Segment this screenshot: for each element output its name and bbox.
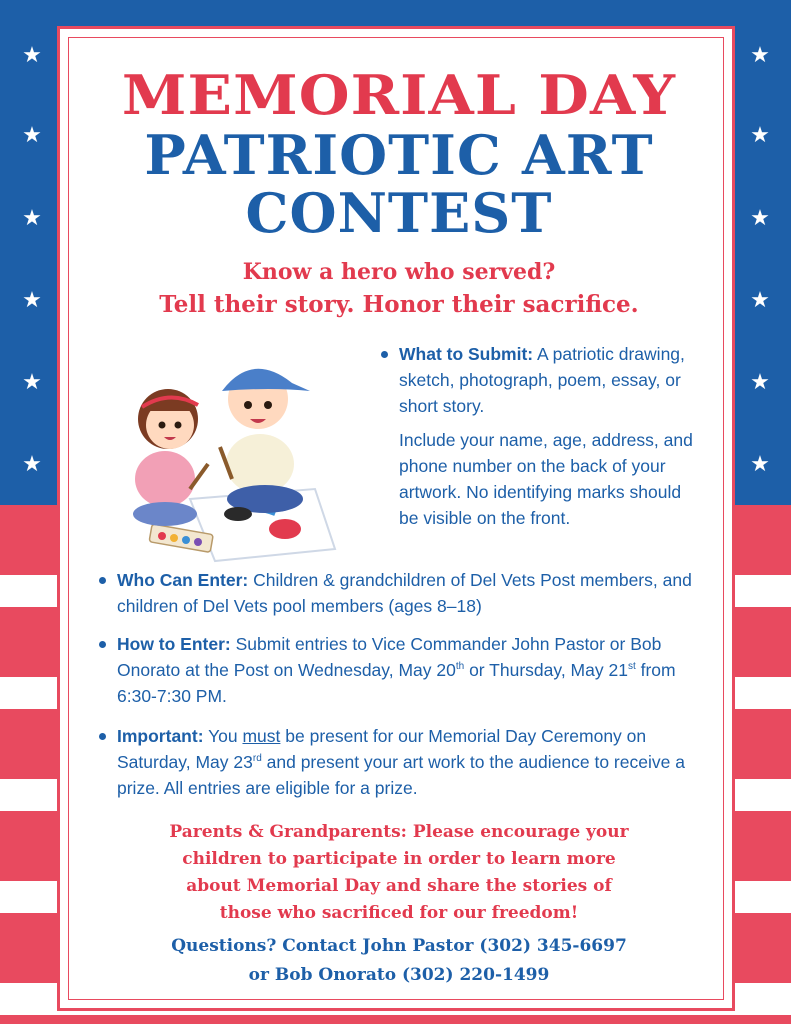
how-to-enter-label: How to Enter: bbox=[117, 634, 231, 654]
submission-note-text: Include your name, age, address, and phone number on the back of your artwork. No identifying marks should be visible on the front. bbox=[399, 430, 693, 528]
what-to-submit-text: A patriotic drawing, sketch, photograph, poem, essay, or short story. bbox=[399, 344, 685, 416]
must-emphasis: must bbox=[242, 726, 281, 746]
closing-line-3: about Memorial Day and share the stories of bbox=[186, 876, 612, 896]
important-text-2: be present for our Memorial Day Ceremony on Saturday, May 23 bbox=[117, 726, 647, 772]
star-icon: ★ bbox=[750, 123, 770, 148]
contact-line-2: or Bob Onorato (302) 220-1499 bbox=[248, 965, 550, 985]
bullet-important bbox=[117, 723, 717, 801]
submission-note bbox=[399, 427, 704, 531]
tagline-line-1: Know a hero who served? bbox=[242, 259, 556, 285]
bullet-dot bbox=[99, 641, 106, 648]
date-suffix: rd bbox=[252, 753, 262, 765]
important-text-3: and present your art work to the audience to receive a prize. All entries are eligible for a prize. bbox=[117, 752, 685, 798]
date-suffix: th bbox=[455, 661, 465, 673]
bullet-dot bbox=[381, 351, 388, 358]
closing-line-1: Parents & Grandparents: Please encourage your bbox=[169, 822, 629, 842]
closing-message bbox=[60, 819, 738, 927]
bullet-dot bbox=[99, 577, 106, 584]
star-icon: ★ bbox=[22, 43, 42, 68]
star-icon: ★ bbox=[22, 206, 42, 231]
bullet-how-to-enter bbox=[117, 631, 707, 709]
flyer-card bbox=[57, 26, 735, 1011]
contact-info bbox=[60, 932, 738, 990]
star-icon: ★ bbox=[22, 370, 42, 395]
star-icon: ★ bbox=[22, 123, 42, 148]
closing-line-2: children to participate in order to learn more bbox=[182, 849, 616, 869]
contact-line-1: Questions? Contact John Pastor (302) 345-6697 bbox=[171, 936, 627, 956]
important-text: You bbox=[203, 726, 243, 746]
bullet-what-to-submit bbox=[399, 341, 704, 419]
closing-line-4: those who sacrificed for our freedom! bbox=[219, 903, 579, 923]
star-icon: ★ bbox=[750, 288, 770, 313]
date-suffix: st bbox=[627, 661, 636, 673]
who-can-enter-text: Children & grandchildren of Del Vets Post members, and children of Del Vets pool members (ages 8–18) bbox=[117, 570, 692, 616]
title-line-3: CONTEST bbox=[245, 181, 553, 245]
title-line-2: PATRIOTIC ART bbox=[144, 123, 654, 187]
children-painting-illustration bbox=[120, 339, 350, 579]
star-icon: ★ bbox=[22, 288, 42, 313]
bullet-who-can-enter bbox=[117, 567, 717, 619]
star-icon: ★ bbox=[750, 370, 770, 395]
how-to-enter-text: Submit entries to Vice Commander John Pastor or Bob Onorato at the Post on Wednesday, May 20 bbox=[117, 634, 662, 680]
tagline-line-2: Tell their story. Honor their sacrifice. bbox=[159, 291, 639, 318]
who-can-enter-label: Who Can Enter: bbox=[117, 570, 249, 590]
star-icon: ★ bbox=[750, 43, 770, 68]
what-to-submit-label: What to Submit: bbox=[399, 344, 534, 364]
how-to-enter-text-3: from 6:30-7:30 PM. bbox=[117, 660, 676, 706]
important-label: Important: bbox=[117, 726, 204, 746]
how-to-enter-text-2: or Thursday, May 21 bbox=[464, 660, 628, 680]
star-icon: ★ bbox=[22, 452, 42, 477]
star-icon: ★ bbox=[750, 206, 770, 231]
star-icon: ★ bbox=[750, 452, 770, 477]
bullet-dot bbox=[99, 733, 106, 740]
title-line-1: MEMORIAL DAY bbox=[121, 63, 677, 127]
